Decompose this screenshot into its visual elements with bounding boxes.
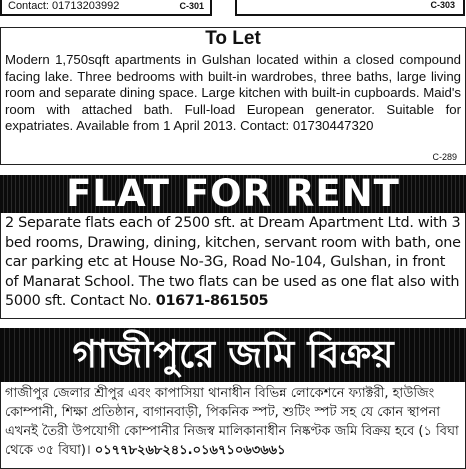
flat-for-rent-ad — [0, 175, 466, 319]
previous-ad-fragment-right — [235, 0, 465, 16]
flat-for-rent-body — [0, 213, 466, 319]
to-let-body: Modern 1,750sqft apartments in Gulshan located within a closed compound facing lake. Three bedrooms with built-in wardrobes, three baths, large living room and separate dining space. Large kitchen with built-in cupboards. Maid's room with attached bath. Full-load European generator. Suitable for expatriates. Available from 1 April 2013. Contact: 01730447320 — [5, 52, 461, 134]
land-sale-body — [0, 382, 466, 469]
land-sale-banner — [0, 328, 466, 382]
previous-ad-code-left: C-301 — [179, 1, 204, 11]
to-let-title: To Let — [205, 28, 261, 49]
to-let-ad-code: C-289 — [432, 152, 457, 162]
land-sale-title: গাজীপুরে জমি বিক্রয় — [72, 332, 394, 376]
to-let-ad — [0, 27, 466, 165]
land-sale-ad — [0, 328, 466, 469]
flat-for-rent-title: FLAT FOR RENT — [66, 175, 400, 213]
land-sale-phone: ০১৭৭৮২৬৮২৪১.০১৬৭১০৬৩৬৬১ — [94, 443, 286, 458]
flat-for-rent-description: 2 Separate flats each of 2500 sft. at Dream Apartment Ltd. with 3 bed rooms, Drawing, dining, kitchen, servant room with bath, one car parking etc at House No-3G, Road No-104, Gulshan, in front of Manarat School. The two flats can be used as one flat also with 5000 sft. Contact No. — [5, 215, 461, 309]
previous-ad-fragment-left — [0, 0, 212, 16]
land-sale-description: গাজীপুর জেলার শ্রীপুর এবং কাপাসিয়া থানাধীন বিভিন্ন লোকেশনে ফ্যাক্টরী, হাউজিং কোম্পানী, শিক্ষা প্রতিষ্ঠান, বাগানবাড়ী, পিকনিক স্পট, শুটিং স্পট সহ যে কোন স্থাপনা এখনই তৈরী উপযোগী কোম্পানীর নিজস্ব মালিকানাধীন নিষ্কণ্টক জমি বিক্রয় হবে (১ বিঘা থেকে ৩৫ বিঘা)। — [5, 386, 459, 458]
previous-ad-contact: Contact: 01713203992 — [8, 0, 120, 12]
previous-ad-code-right: C-303 — [430, 0, 455, 10]
flat-for-rent-phone: 01671-861505 — [155, 293, 269, 309]
flat-for-rent-banner — [0, 175, 466, 213]
